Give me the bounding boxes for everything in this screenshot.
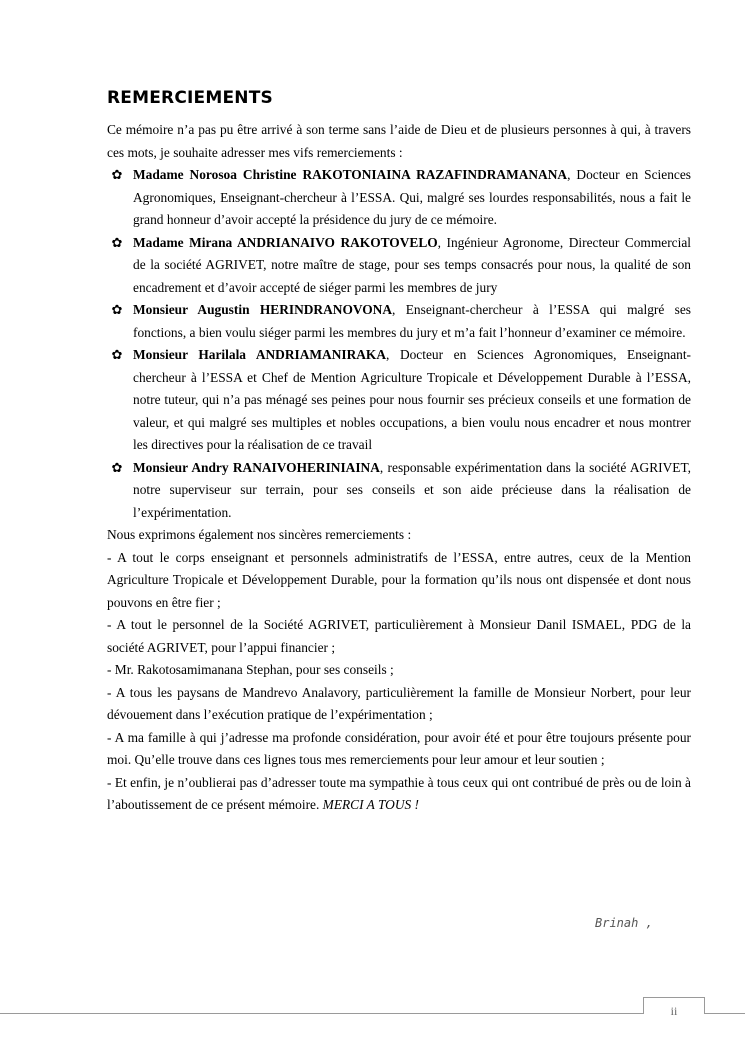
flower-bullet-icon: ✿ (111, 234, 123, 250)
acknowledgement-list (107, 164, 691, 524)
thanks-line: - A tout le personnel de la Société AGRIVET, particulièrement à Monsieur Danil ISMAEL, PDG de la société AGRIVET, pour l’appui financier ; (107, 617, 691, 655)
thanks-line: - A ma famille à qui j’adresse ma profonde considération, pour avoir été et pour être toujours présente pour moi. Qu’elle trouve dans ces lignes tous mes remerciements pour leur amour et leur soutien ; (107, 729, 691, 767)
person-description: , Docteur en Sciences Agronomiques, Enseignant-chercheur à l’ESSA et Chef de Mention Agriculture Tropicale et Développement Durable à l’ESSA, notre tuteur, qui n’a pas ménagé ses peines pour nous fournir ses précieux conseils et une formation de valeur, et qui malgré ses multiples et nobles occupations, a bien voulu nous encadrer et nous montrer les directives pour la réalisation de ce travail (133, 347, 692, 452)
thanks-line: - A tous les paysans de Mandrevo Analavory, particulièrement la famille de Monsieur Norbert, pour leur dévouement dans l’exécution pratique de l’expérimentation ; (107, 684, 691, 722)
person-description: , Ingénieur Agronome, Directeur Commercial de la société AGRIVET, notre maître de stage, pour ses temps consacrés pour nous, la qualité de son encadrement et d’avoir accepté de siéger parmi les membres de jury (133, 234, 691, 295)
document-body (107, 88, 691, 817)
list-item (107, 164, 691, 232)
closing-emphasis: MERCI A TOUS ! (322, 797, 420, 812)
also-thanks-intro: Nous exprimons également nos sincères remerciements : (107, 527, 412, 542)
thanks-line: - A tout le corps enseignant et personnels administratifs de l’ESSA, entre autres, ceux de la Mention Agriculture Tropicale et Développement Durable, pour la formation qu’ils nous ont dispensée et dont nous pouvons en être fier ; (107, 549, 691, 610)
person-name: Monsieur Augustin HERINDRANOVONA (133, 302, 393, 317)
footer-divider (0, 1013, 745, 1014)
person-name: Madame Norosoa Christine RAKOTONIAINA RAZAFINDRAMANANA (133, 167, 568, 182)
closing-paragraph (107, 772, 691, 817)
intro-paragraph: Ce mémoire n’a pas pu être arrivé à son terme sans l’aide de Dieu et de plusieurs personnes à qui, à travers ces mots, je souhaite adresser mes vifs remerciements : (107, 122, 691, 160)
person-name: Monsieur Andry RANAIVOHERINIAINA (133, 459, 380, 475)
thanks-line: - Mr. Rakotosamimanana Stephan, pour ses conseils ; (107, 662, 394, 677)
list-item (107, 457, 691, 525)
closing-text: - Et enfin, je n’oublierai pas d’adresser toute ma sympathie à tous ceux qui ont contribué de près ou de loin à l’aboutissement de ce présent mémoire. (107, 774, 691, 812)
list-item (107, 232, 691, 300)
person-name: Madame Mirana ANDRIANAIVO RAKOTOVELO (133, 234, 438, 250)
person-description: , Docteur en Sciences Agronomiques, Enseignant-chercheur à l’ESSA. Qui, malgré ses lourdes responsabilités, nous a fait le grand honneur d’avoir accepté la présidence du jury de ce mémoire. (133, 167, 691, 227)
list-item (107, 299, 691, 344)
page-title: REMERCIEMENTS (107, 88, 273, 108)
signature: Brinah , (595, 916, 653, 930)
flower-bullet-icon: ✿ (111, 347, 123, 362)
page-number: ii (670, 1004, 678, 1018)
flower-bullet-icon: ✿ (111, 459, 123, 475)
flower-bullet-icon: ✿ (111, 302, 123, 317)
person-description: , Enseignant-chercheur à l’ESSA qui malgré ses fonctions, a bien voulu siéger parmi les membres du jury et m’a fait l’honneur d’examiner ce mémoire. (133, 302, 692, 340)
person-name: Monsieur Harilala ANDRIAMANIRAKA (133, 347, 387, 362)
list-item (107, 344, 691, 457)
flower-bullet-icon: ✿ (111, 167, 123, 182)
person-description: , responsable expérimentation dans la société AGRIVET, notre superviseur sur terrain, pour ses conseils et son aide précieuse dans la réalisation de l’expérimentation. (133, 459, 691, 520)
